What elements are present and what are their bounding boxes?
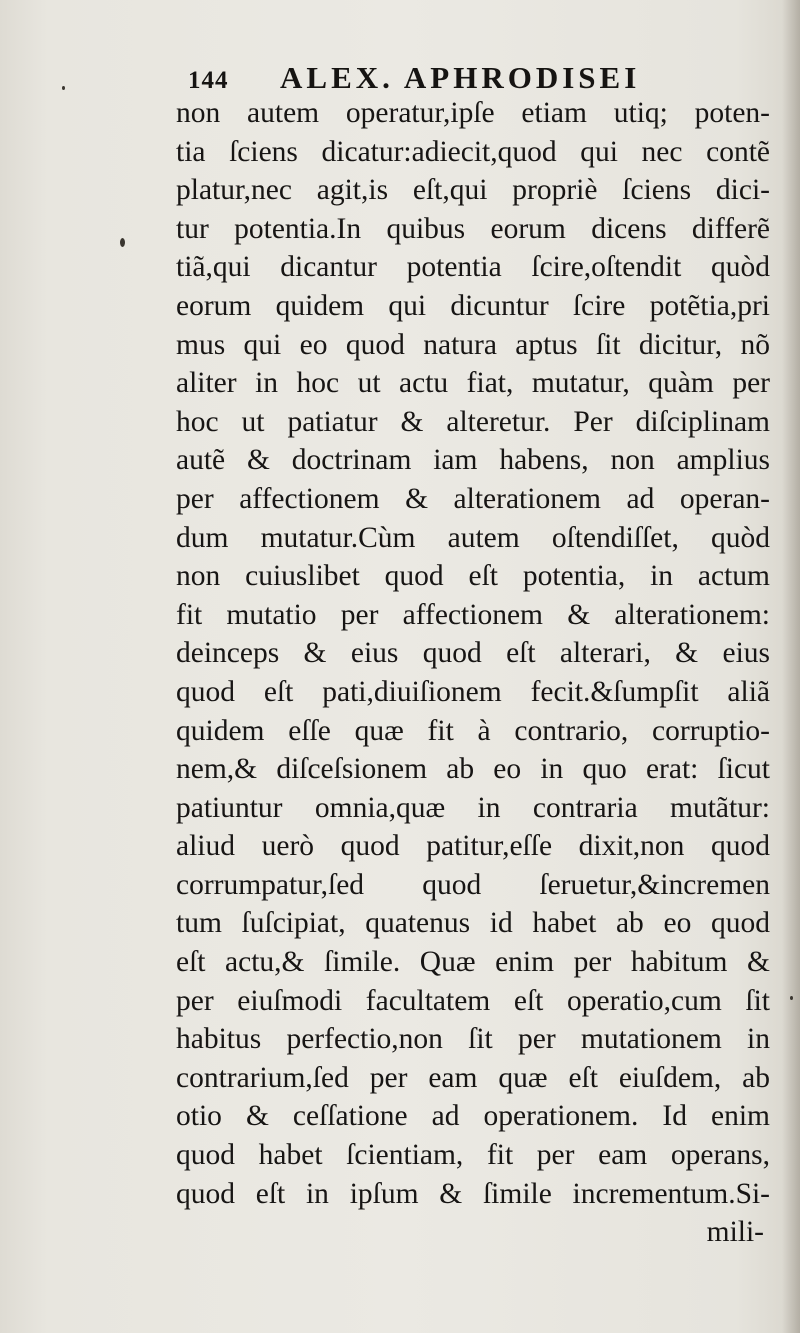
text-line: quod habet ſcientiam, fit per eam operans, — [176, 1139, 770, 1172]
text-line: platur,nec agit,is eſt,qui propriè ſciens dici- — [176, 174, 770, 207]
text-line: patiuntur omnia,quæ in contraria mutãtur: — [176, 791, 770, 824]
ink-speck — [790, 996, 793, 1000]
text-line: mus qui eo quod natura aptus ſit dicitur, nõ — [176, 328, 770, 361]
text-line: per affectionem & alterationem ad operan- — [176, 482, 770, 515]
text-line: habitus perfectio,non ſit per mutationem in — [176, 1023, 770, 1056]
ink-speck — [120, 238, 125, 247]
text-line: quod eſt in ipſum & ſimile incrementum.Si- — [176, 1177, 770, 1210]
text-line: contrarium,ſed per eam quæ eſt eiuſdem, ab — [176, 1061, 770, 1094]
catchword: mili- — [706, 1216, 764, 1249]
page-number: 144 — [188, 67, 229, 94]
text-line: deinceps & eius quod eſt alterari, & eius — [176, 637, 770, 670]
text-line: tiã,qui dicantur potentia ſcire,oſtendit quòd — [176, 251, 770, 284]
text-line: autẽ & doctrinam iam habens, non amplius — [176, 444, 770, 477]
running-title: ALEX. APHRODISEI — [280, 60, 641, 95]
text-line: quod eſt pati,diuiſionem fecit.&ſumpſit aliã — [176, 675, 770, 708]
text-line: non cuiuslibet quod eſt potentia, in actum — [176, 560, 770, 593]
text-line: tia ſciens dicatur:adiecit,quod qui nec contẽ — [176, 135, 770, 168]
text-line: otio & ceſſatione ad operationem. Id enim — [176, 1100, 770, 1133]
text-line: nem,& diſceſsionem ab eo in quo erat: ſicut — [176, 753, 770, 786]
text-line: non autem operatur,ipſe etiam utiq; poten- — [176, 97, 770, 129]
text-line: fit mutatio per affectionem & alterationem: — [176, 598, 770, 631]
running-head — [188, 58, 748, 98]
text-line: hoc ut patiatur & alteretur. Per diſciplinam — [176, 405, 770, 438]
text-line: aliter in hoc ut actu fiat, mutatur, quàm per — [176, 367, 770, 400]
text-line: per eiuſmodi facultatem eſt operatio,cum ſit — [176, 984, 770, 1017]
text-line: eſt actu,& ſimile. Quæ enim per habitum & — [176, 946, 770, 979]
body-text — [176, 94, 770, 1252]
page-edge-shadow — [782, 0, 800, 1333]
text-line: aliud uerò quod patitur,eſſe dixit,non quod — [176, 830, 770, 863]
text-line: quidem eſſe quæ fit à contrario, corruptio- — [176, 714, 770, 747]
text-line: tum ſuſcipiat, quatenus id habet ab eo quod — [176, 907, 770, 940]
text-line: tur potentia.In quibus eorum dicens differẽ — [176, 212, 770, 245]
text-line: eorum quidem qui dicuntur ſcire potẽtia,pri — [176, 289, 770, 322]
text-line: dum mutatur.Cùm autem oſtendiſſet, quòd — [176, 521, 770, 554]
text-line: corrumpatur,ſed quod ſeruetur,&incremen — [176, 868, 770, 901]
ink-speck — [62, 86, 65, 90]
